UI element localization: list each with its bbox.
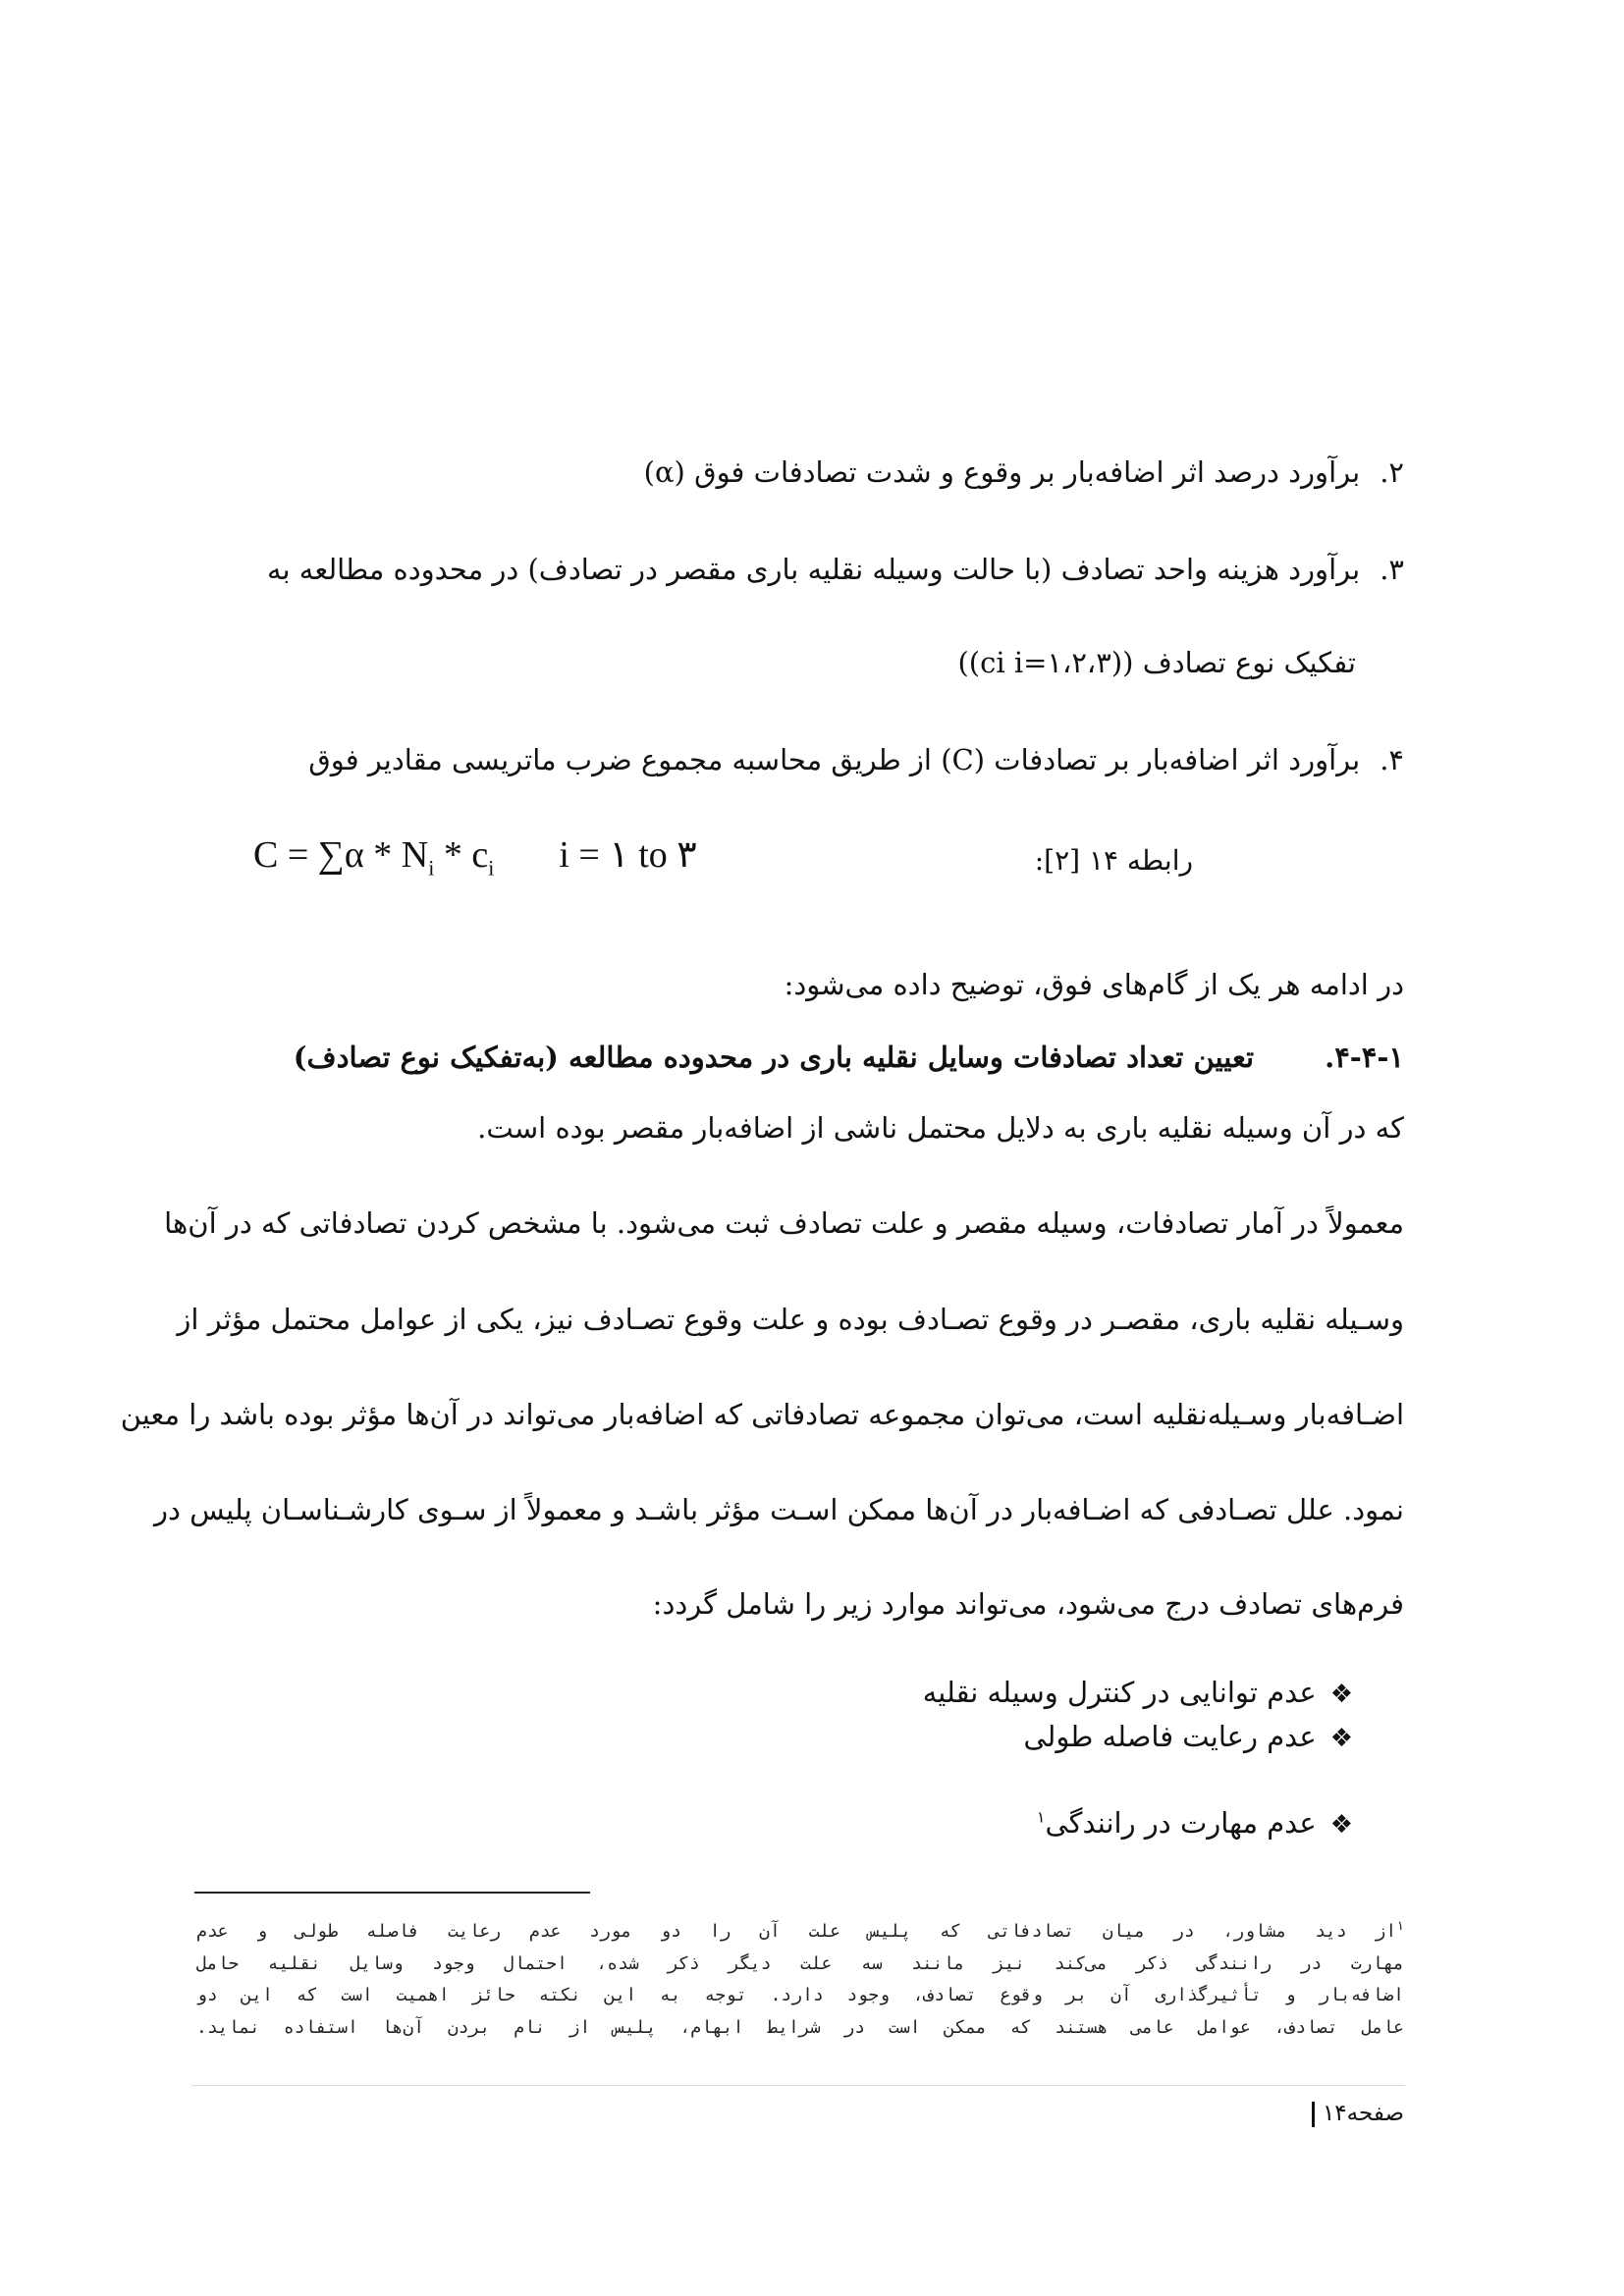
paragraph-2-last-line: فرم‌های تصادف درج می‌شود، می‌تواند موارد زیر را شامل گردد:	[652, 1587, 1404, 1621]
equation-label: رابطه ۱۴ [۲]:	[1034, 844, 1193, 877]
step-4-number: ۴.	[1380, 743, 1404, 776]
footnote-line-3: اضافه‌بار و تأثیرگذاری آن بر وقوع تصادف، وجود دارد. توجه به این نکته حائز اهمیت است که این دو	[196, 1985, 1404, 2005]
diamond-bullet-icon: ❖	[1329, 1810, 1353, 1840]
step-2-text: برآورد درصد اثر اضافه‌بار بر وقوع و شدت تصادفات فوق (α)	[643, 455, 1361, 489]
bullet-item-3	[1037, 1806, 1353, 1840]
equation-formula	[253, 832, 697, 881]
diamond-bullet-icon: ❖	[1329, 1724, 1353, 1753]
step-2-number: ۲.	[1380, 455, 1404, 489]
section-title: تعیین تعداد تصادفات وسایل نقلیه باری در محدوده مطالعه (به‌تفکیک نوع تصادف)	[293, 1041, 1255, 1074]
footnote-mark: ۱	[1396, 1919, 1404, 1934]
bullet-item-3-text: عدم مهارت در رانندگی	[1045, 1806, 1317, 1840]
section-heading	[294, 1041, 1404, 1074]
paragraph-2-line-2: وسـیله نقلیه باری، مقصـر در وقوع تصـادف بوده و علت وقوع تصـادف نیز، یکی از عوامل محتمل مؤثر از	[177, 1303, 1404, 1336]
paragraph-2-line-4: نمود. علل تصـادفی که اضـافه‌بار در آن‌ها ممکن اسـت مؤثر باشـد و معمولاً از سـوی کارشـناسـان پلیس در	[154, 1493, 1404, 1526]
footer-separator	[191, 2085, 1405, 2086]
step-3-line-1: برآورد هزینه واحد تصادف (با حالت وسیله نقلیه باری مقصر در تصادف) در محدوده مطالعه به	[266, 553, 1361, 586]
step-2	[644, 455, 1404, 490]
step-3-number: ۳.	[1380, 553, 1404, 586]
equation-part-2: * c	[434, 834, 489, 876]
footnote-line-1-text: از دید مشاور، در میان تصادفاتی که پلیس علت آن را دو مورد عدم رعایت فاصله طولی و عدم	[196, 1921, 1397, 1942]
bullet-item-1	[923, 1676, 1353, 1709]
page-number-bar	[1312, 2102, 1315, 2127]
diamond-bullet-icon: ❖	[1329, 1680, 1353, 1709]
section-number: ۴-۴-۱.	[1325, 1041, 1404, 1074]
intro-text: در ادامه هر یک از گام‌های فوق، توضیح داده می‌شود:	[784, 968, 1404, 1001]
paragraph-1: که در آن وسیله نقلیه باری به دلایل محتمل ناشی از اضافه‌بار مقصر بوده است.	[477, 1111, 1404, 1145]
equation-subscript-c: i	[488, 855, 495, 881]
paragraph-2-line-3: اضـافه‌بار وسـیله‌نقلیه است، می‌توان مجموعه تصادفاتی که اضافه‌بار می‌تواند در آن‌ها مؤثر بوده باشد را معین	[120, 1398, 1404, 1431]
bullet-item-2b	[1023, 1720, 1353, 1753]
page-number	[1312, 2101, 1404, 2127]
bullet-item-1-text: عدم توانایی در کنترل وسیله نقلیه	[922, 1676, 1317, 1709]
step-4-text: برآورد اثر اضافه‌بار بر تصادفات (C) از طریق محاسبه مجموع ضرب ماتریسی مقادیر فوق	[308, 743, 1361, 776]
footnote-reference[interactable]: ۱	[1036, 1807, 1046, 1827]
step-4	[308, 743, 1404, 777]
equation-range: i = ۱ to ۳	[559, 834, 697, 876]
paragraph-2-line-1: معمولاً در آمار تصادفات، وسیله مقصر و علت تصادف ثبت می‌شود. با مشخص کردن تصادفاتی که در آن‌ها	[164, 1206, 1404, 1240]
page-label: صفحه۱۴	[1322, 2101, 1404, 2126]
footnote-line-2: مهارت در رانندگی ذکر می‌کند نیز مانند سه علت دیگر ذکر شده، احتمال وجود وسایل نقلیه حامل	[196, 1953, 1404, 1974]
step-3-line-2: تفکیک نوع تصادف ((ci i=۱،۲،۳))	[957, 646, 1356, 679]
equation-part-1: C = ∑α * N	[253, 834, 429, 876]
bullet-item-2-text: عدم رعایت فاصله طولی	[1023, 1720, 1317, 1753]
footnote-line-4: عامل تصادف، عوامل عامی هستند که ممکن است در شرایط ابهام، پلیس از نام بردن آن‌ها استفاده نماید.	[196, 2017, 1404, 2038]
equation-subscript-n: i	[428, 855, 435, 881]
footnote-line-1	[196, 1919, 1404, 1942]
step-3	[267, 553, 1404, 587]
footnote-separator	[194, 1892, 590, 1894]
